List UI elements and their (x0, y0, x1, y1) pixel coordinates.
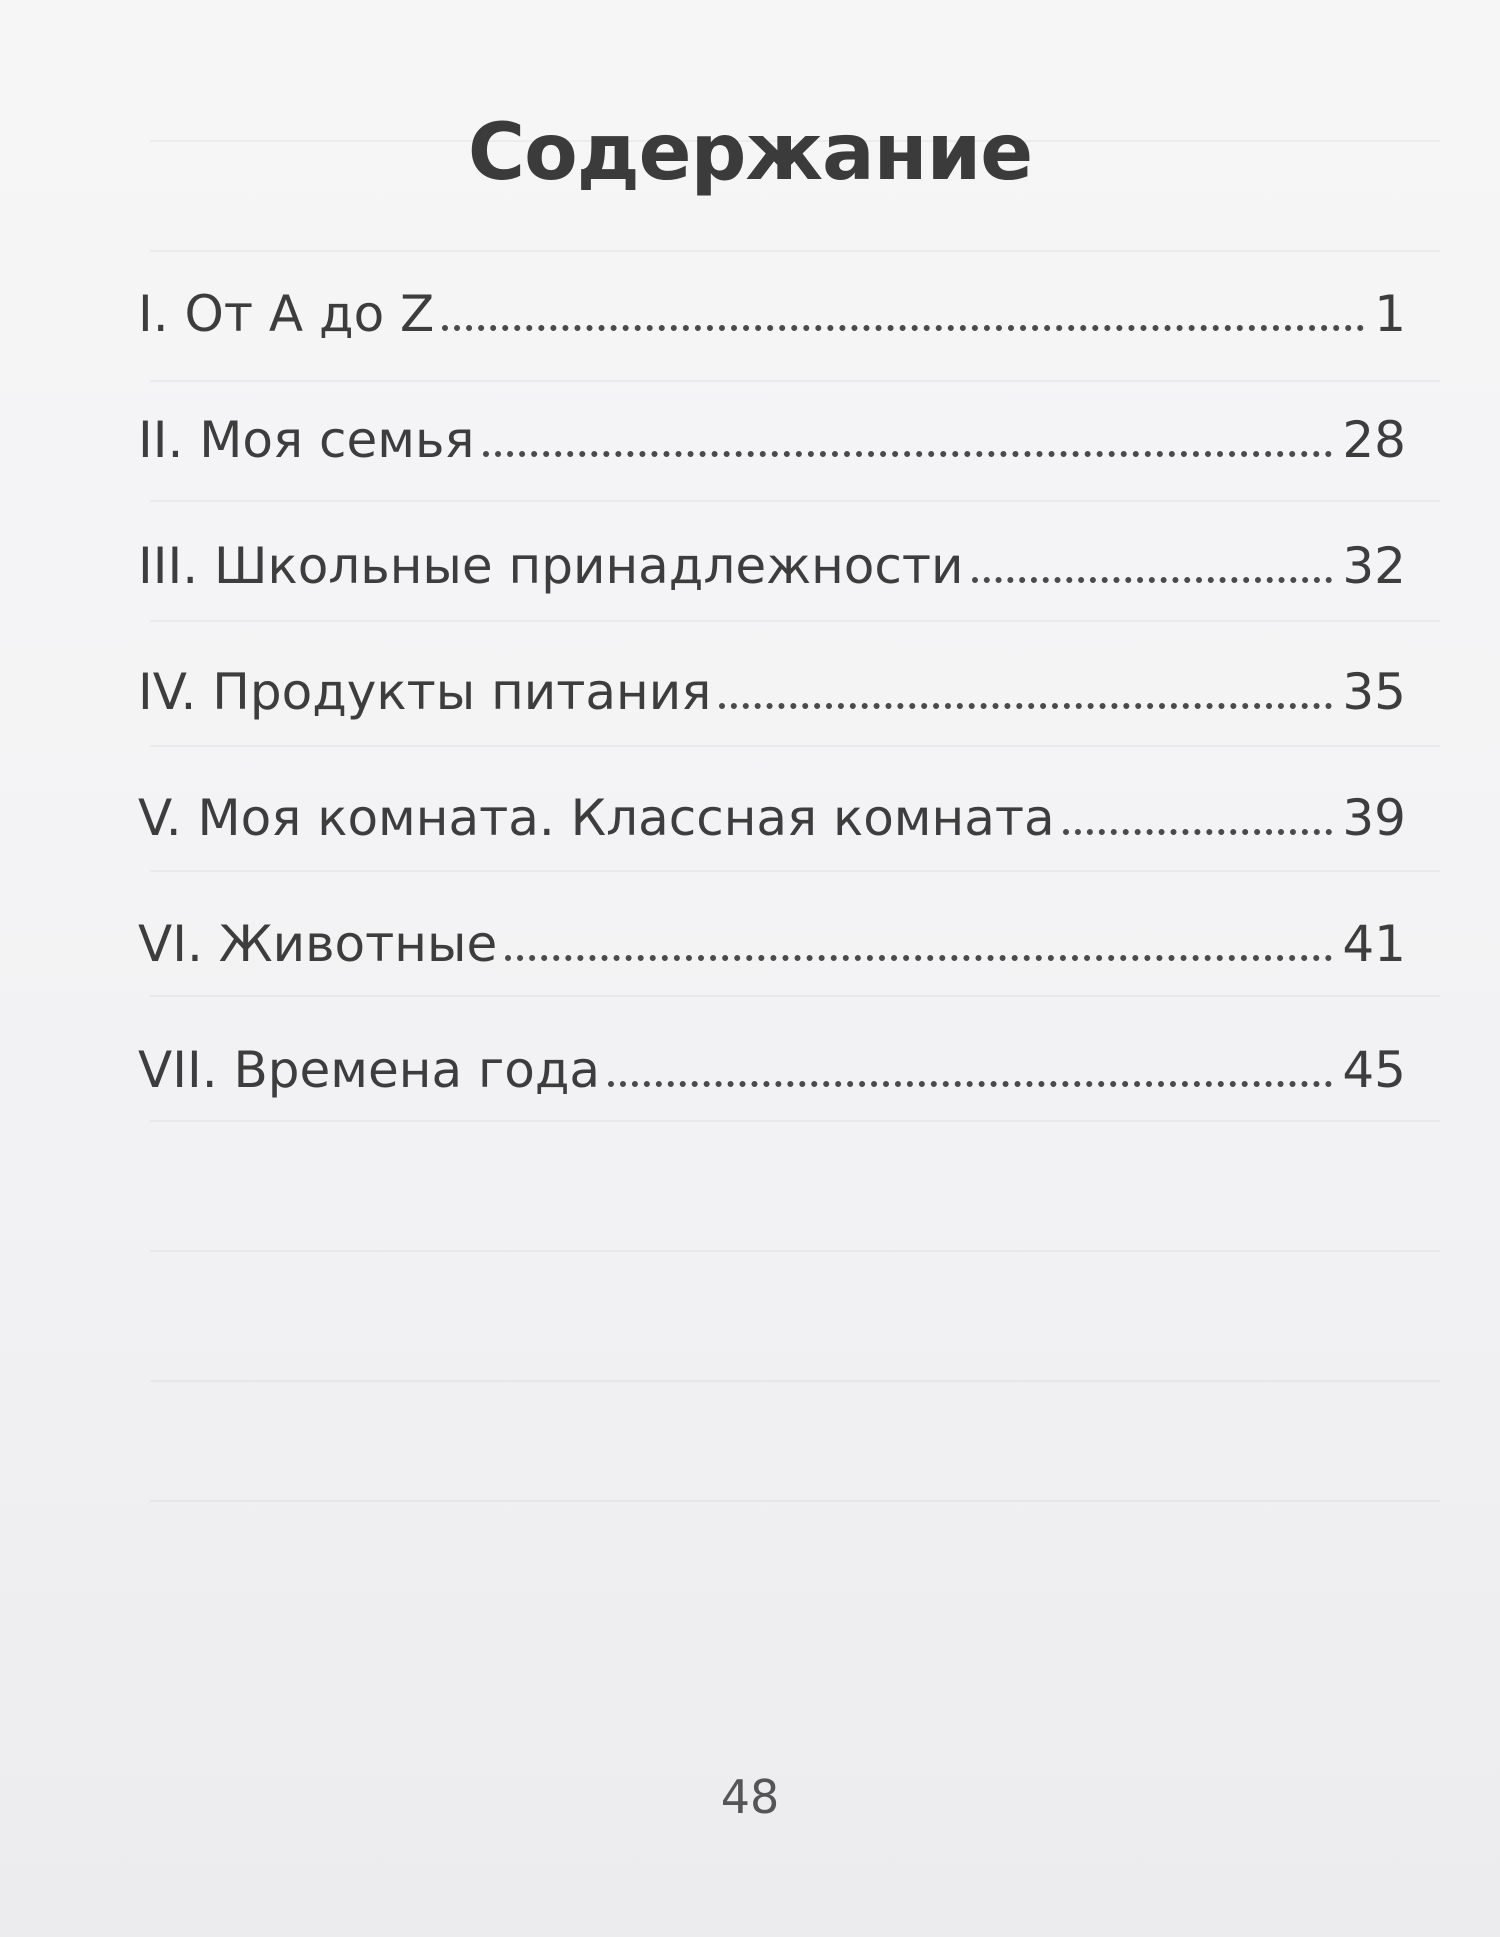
toc-leader-dots (483, 451, 1333, 457)
toc-leader-dots (972, 577, 1333, 583)
toc-entry-page: 41 (1342, 915, 1406, 973)
toc-entry[interactable] (138, 1041, 1406, 1167)
bleed-through-line (150, 1250, 1440, 1252)
toc-entry[interactable] (138, 789, 1406, 915)
table-of-contents (138, 285, 1406, 1167)
toc-entry[interactable] (138, 663, 1406, 789)
toc-entry-label: II. Моя семья (138, 411, 475, 469)
toc-entry-label: III. Школьные принадлежности (138, 537, 964, 595)
bleed-through-line (150, 1380, 1440, 1382)
toc-entry-label: VI. Животные (138, 915, 498, 973)
toc-entry-page: 28 (1342, 411, 1406, 469)
toc-entry-page: 32 (1342, 537, 1406, 595)
toc-entry-label: V. Моя комната. Классная комната (138, 789, 1055, 847)
toc-entry-label: I. От A до Z (138, 285, 435, 343)
toc-leader-dots (505, 955, 1332, 961)
toc-entry-label: VII. Времена года (138, 1041, 601, 1099)
toc-entry-page: 35 (1342, 663, 1406, 721)
toc-entry-page: 39 (1342, 789, 1406, 847)
toc-entry-page: 45 (1342, 1041, 1406, 1099)
toc-leader-dots (719, 703, 1332, 709)
toc-entry[interactable] (138, 285, 1406, 411)
toc-entry[interactable] (138, 537, 1406, 663)
bleed-through-line (150, 1500, 1440, 1502)
toc-entry-page: 1 (1374, 285, 1406, 343)
page-title: Содержание (467, 108, 1033, 198)
toc-leader-dots (442, 325, 1364, 331)
toc-leader-dots (1063, 829, 1333, 835)
toc-entry-label: IV. Продукты питания (138, 663, 712, 721)
bleed-through-line (150, 250, 1440, 252)
toc-leader-dots (608, 1081, 1332, 1087)
toc-entry[interactable] (138, 915, 1406, 1041)
toc-entry[interactable] (138, 411, 1406, 537)
page-number: 48 (720, 1770, 780, 1824)
